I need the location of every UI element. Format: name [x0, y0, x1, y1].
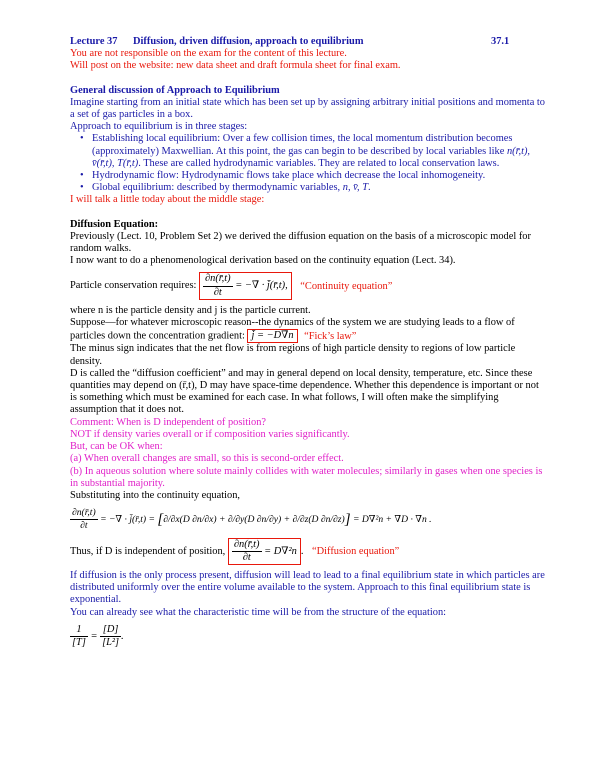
comment-line: NOT if density varies overall or if composition varies significantly. [70, 428, 350, 440]
paragraph: where n is the particle density and j is the particle current. [70, 304, 311, 316]
substitution-intro: Substituting into the continuity equation, [70, 489, 240, 501]
paragraph: D is called the “diffusion coefficient” and may in general depend on local density, temperature, etc. Since these quantities may depend on (r̄,t), D may have space-time dependence. Whether this dependence is important or not is something which must be examined for each case. In what follows, I will often make the simplifying assumption that it does not. [70, 367, 539, 416]
fick-caption: “Fick’s law” [304, 330, 357, 342]
fick-law-box: j̄ = −D∇̄n [247, 329, 297, 343]
stages-list [70, 133, 548, 194]
list-item: • Hydrodynamic flow: Hydrodynamic flows take place which decrease the local inhomogeneity. [92, 170, 548, 182]
continuity-line: Particle conservation requires: $\frac{\partial n(r̄,t)}{\partial t}$ = −∇̄ · j̄(r̄,t), “Continuity equation” [70, 272, 548, 299]
list-item: • Establishing local equilibrium: Over a few collision times, the local momentum distribution becomes (approximately) Maxwellian. At this point, the gas can begin to be described by local variables like n(r̄,t), v̄(r̄,t), T(r̄,t). These are called hydrodynamic variables. They are related to local conservation laws. [92, 133, 548, 170]
comment-line: But, can be OK when: [70, 441, 163, 453]
substitution-equation: $\frac{\partial n(r̄,t)}{\partial t}$ = −∇̄ · j̄(r̄,t) = [∂/∂x(D ∂n/∂x) + ∂/∂y(D ∂n/∂y) + ∂/∂z(D ∂n/∂z)] = D∇²n + ∇̄D · ∇̄n . [72, 507, 432, 532]
middle-stage-note: I will talk a little today about the middle stage: [70, 194, 265, 206]
fick-paragraph: Suppose—for whatever microscopic reason--the dynamics of the system we are studying leads to a flow of particles down the concentration gradient: j̄ = −D∇̄n “Fick’s law” [70, 317, 515, 342]
thermo-variables: n, v̄, T [342, 182, 368, 194]
list-item: • Global equilibrium: described by thermodynamic variables, n, v̄, T. [92, 182, 548, 194]
lecture-title: Lecture 37 Diffusion, driven diffusion, approach to equilibrium [70, 36, 364, 47]
dimension-equation: $\frac{1}{[T]}$ = $\frac{[D]}{\text{[L²]}}$ . [72, 623, 124, 648]
paragraph: The minus sign indicates that the net flow is from regions of high particle density to regions of low particle density. [70, 343, 516, 367]
diffusion-caption: “Diffusion equation” [312, 545, 400, 557]
exam-note: You are not responsible on the exam for the content of this lecture. [70, 48, 347, 60]
general-intro: Imagine starting from an initial state which has been set up by assigning arbitrary initial positions and momenta to a set of gas particles in a box. [70, 96, 545, 121]
char-time-paragraph: You can already see what the characteristic time will be from the structure of the equation: [70, 606, 447, 618]
continuity-equation-box: $\frac{\partial n(r̄,t)}{\partial t}$ = −∇̄ · j̄(r̄,t), [199, 272, 292, 299]
diffusion-equation-line: Thus, if D is independent of position, $\frac{\partial n(r̄,t)}{\partial t}$ = D∇²n . “Diffusion equation” [70, 538, 548, 565]
comment-line: Comment: When is D independent of position? [70, 416, 267, 428]
continuity-caption: “Continuity equation” [300, 280, 393, 292]
paragraph: I now want to do a phenomenological derivation based on the continuity equation (Lect. 34). [70, 255, 456, 267]
lecture-page [70, 36, 548, 654]
diffusion-equation-box: $\frac{\partial n(r̄,t)}{\partial t}$ = D∇²n [228, 538, 301, 565]
comment-line: (a) When overall changes are small, so this is second-order effect. [70, 453, 344, 465]
page-number: 37.1 [491, 36, 510, 47]
local-variables: n(r̄,t), v̄(r̄,t), T(r̄,t) [92, 145, 531, 169]
diffusion-heading: Diffusion Equation: [70, 218, 159, 230]
website-note: Will post on the website: new data sheet and draft formula sheet for final exam. [70, 60, 401, 72]
lecture-header [70, 36, 548, 48]
comment-line: (b) In aqueous solution where solute mainly collides with water molecules; similarly in gases when one species is in substantial majority. [70, 465, 543, 489]
general-heading: General discussion of Approach to Equilibrium [70, 84, 280, 96]
final-state-paragraph: If diffusion is the only process present, diffusion will lead to lead to a final equilibrium state in which particles are distributed uniformly over the entire volume available to the system. Approach to this final equilibrium state is exponential. [70, 569, 545, 606]
stages-intro: Approach to equilibrium is in three stages: [70, 121, 248, 133]
paragraph: Previously (Lect. 10, Problem Set 2) we derived the diffusion equation on the basis of a microscopic model for random walks. [70, 230, 531, 255]
